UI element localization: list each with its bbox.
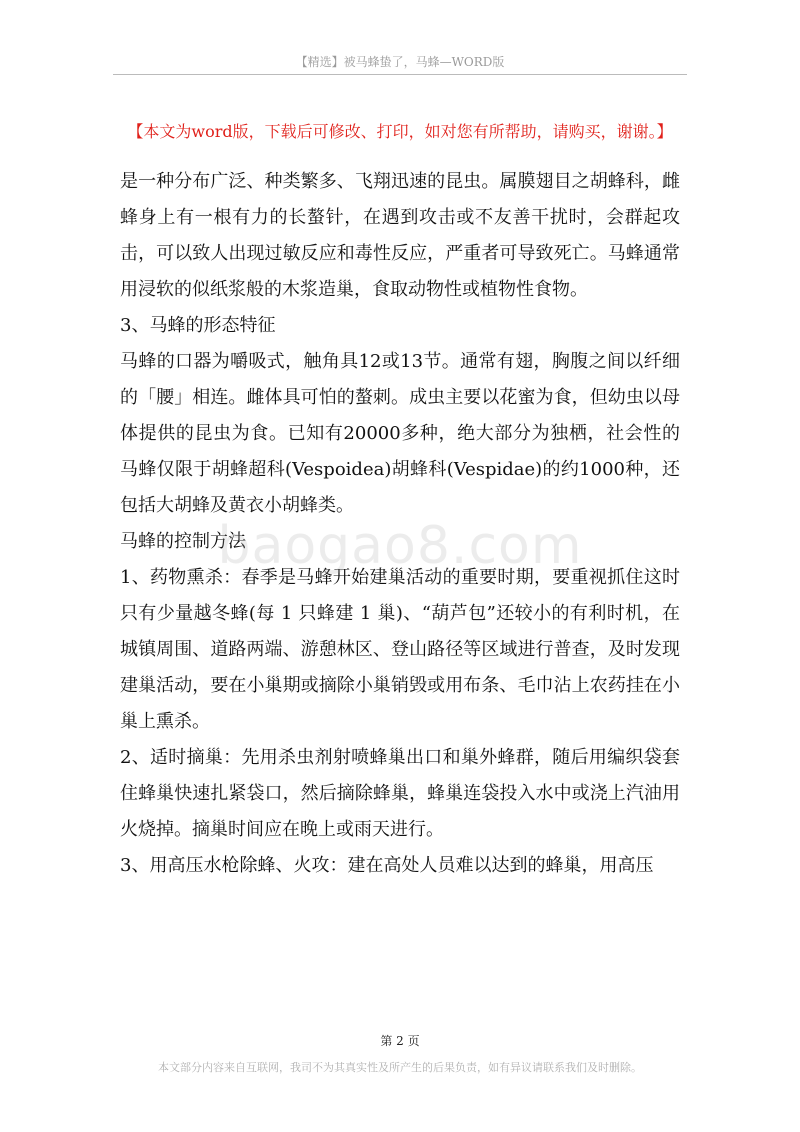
watermark: baogao8.com (217, 516, 583, 576)
page-footer: 本文部分内容来自互联网，我司不为其真实性及所产生的后果负责，如有异议请联系我们及时删除。 (158, 1061, 642, 1074)
paragraph-morphology: 马蜂的口器为嚼吸式，触角具12或13节。通常有翅，胸腹之间以纤细的「腰」相连。雌体具可怕的螯刺。成虫主要以花蜜为食，但幼虫以母体提供的昆虫为食。已知有20000多种，绝大部分为独栖，社会性的马蜂仅限于胡蜂超科(Vespoidea)胡蜂科(Vespidae)的约1000种，还包括大胡蜂及黄衣小胡蜂类。 (120, 351, 680, 516)
paragraph-control-1: 1、药物熏杀：春季是马蜂开始建巢活动的重要时期，要重视抓住这时只有少量越冬蜂(每 1 只蜂建 1 巢)、“葫芦包”还较小的有利时机，在城镇周围、道路两端、游憩林区、登山路径等区域进行普查，及时发现建巢活动，要在小巢期或摘除小巢销毁或用布条、毛巾沾上农药挂在小巢上熏杀。 (120, 567, 680, 732)
section-heading-morphology: 3、马蜂的形态特征 (120, 315, 276, 336)
section-heading-control: 马蜂的控制方法 (120, 531, 246, 552)
paragraph-control-2: 2、适时摘巢：先用杀虫剂射喷蜂巢出口和巢外蜂群，随后用编织袋套住蜂巢快速扎紧袋口，然后摘除蜂巢，蜂巢连袋投入水中或浇上汽油用火烧掉。摘巢时间应在晚上或雨天进行。 (120, 747, 680, 840)
paragraph-control-3: 3、用高压水枪除蜂、火攻：建在高处人员难以达到的蜂巢，用高压 (120, 855, 654, 876)
download-notice: 【本文为word版，下载后可修改、打印，如对您有所帮助，请购买，谢谢。】 (127, 122, 673, 141)
page-header: 【精选】被马蜂蛰了，马蜂—WORD版 (295, 55, 505, 69)
document-body (120, 164, 680, 884)
paragraph-intro: 是一种分布广泛、种类繁多、飞翔迅速的昆虫。属膜翅目之胡蜂科，雌蜂身上有一根有力的长螯针，在遇到攻击或不友善干扰时，会群起攻击，可以致人出现过敏反应和毒性反应，严重者可导致死亡。马蜂通常用浸软的似纸浆般的木浆造巢，食取动物性或植物性食物。 (120, 171, 680, 300)
header-divider (113, 74, 687, 75)
page-number: 第 2 页 (380, 1034, 420, 1048)
